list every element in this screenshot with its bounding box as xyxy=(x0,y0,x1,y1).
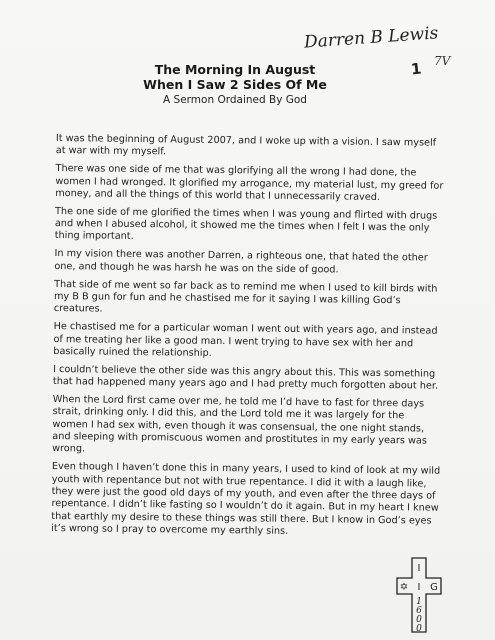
paragraph: The one side of me glorified the times when I was young and flirted with drugs and when I abused alcohol, it showed me the times when I felt I was the only thing important. xyxy=(54,205,438,243)
paragraph: Even though I haven’t done this in many years, I used to kind of look at my wild youth with repentance but not with true repentance. I did it with a laugh like, they were just the good old days of my youth, and even after the three days of repentance. I didn’t like fasting so I wouldn’t do it again. But in my heart I knew that earthly my desire to these things was still there. But I know in God’s eyes it’s wrong so I pray to overcome my earthly sins. xyxy=(51,461,441,537)
cross-top-letter: I xyxy=(417,563,421,574)
cross-center-letter: I xyxy=(417,582,421,593)
paragraph: There was one side of me that was glorifying all the wrong I had done, the women I had wronged. It glorified my arrogance, my material lust, my greed for money, and all the things of this world that I unnecessarily craved. xyxy=(55,163,444,203)
paragraph: It was the beginning of August 2007, and I woke up with a vision. I saw myself at war with my myself. xyxy=(55,133,437,158)
cross-drawing xyxy=(395,556,443,634)
document-header xyxy=(100,62,370,107)
cross-right-letter: G xyxy=(430,582,438,593)
cross-vertical-char: 0 xyxy=(416,624,422,634)
cross-icon xyxy=(395,556,443,634)
paragraph: When the Lord first came over me, he told me I’d have to fast for three days strait, drinking only. I did this, and the Lord told me it was largely for the women I had sex with, even though it was consensual, the one night stands, and sleeping with promiscuous women and prostitutes in my early years was wrong. xyxy=(52,394,427,455)
page-number: 1 xyxy=(410,59,423,79)
paragraph: In my vision there was another Darren, a righteous one, that hated the other one, and though he was harsh he was on the side of good. xyxy=(54,248,428,276)
cross-vertical-char: 1 xyxy=(416,597,422,607)
paragraph: That side of me went so far back as to remind me when I used to kill birds with my B B gun for fun and he chastised me for it saying I was killing God’s creatures. xyxy=(53,278,438,315)
signature: Darren B Lewis xyxy=(303,23,439,53)
paragraph: I couldn’t believe the other side was this angry about this. This was something that had happened many years ago and I had pretty much forgotten about her. xyxy=(52,363,439,392)
cross-vertical-char: 0 xyxy=(416,615,422,625)
sermon-body xyxy=(51,133,446,546)
cross-vertical-char: 6 xyxy=(416,606,422,616)
subtitle: A Sermon Ordained By God xyxy=(163,94,307,106)
title-line-2: When I Saw 2 Sides Of Me xyxy=(143,77,327,92)
margin-mark: 7V xyxy=(434,54,451,68)
star-of-david-icon: ✡ xyxy=(399,582,409,593)
title-line-1: The Morning In August xyxy=(154,62,316,77)
paragraph: He chastised me for a particular woman I went out with years ago, and instead of me treating her like a good man. I went trying to have sex with her and basically ruined the relationship. xyxy=(53,321,438,359)
